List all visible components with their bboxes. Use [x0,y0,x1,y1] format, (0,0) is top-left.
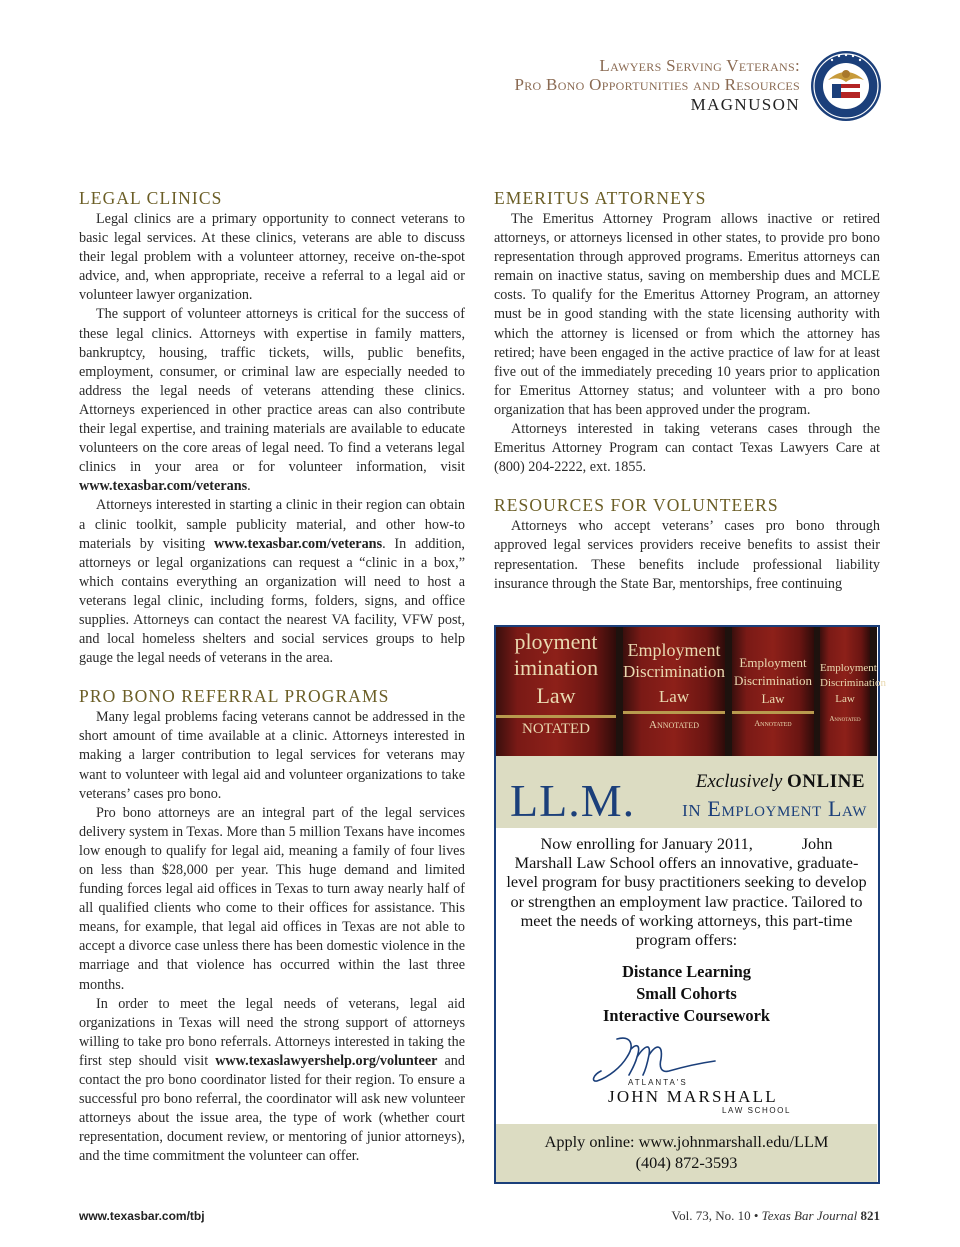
ad-description: Now enrolling for January 2011, John Marshall Law School offers an innovative, graduate-level program for busy practitioners seeking to develop or strengthen an employment law practice. Tailored to meet the needs of working attorneys, this part-time program offers: [506,834,867,950]
llm-advertisement[interactable] [494,625,886,1184]
resources-paragraph-1: Attorneys who accept veterans’ cases pro bono through approved legal services providers receive benefits to assist their representation. These benefits include professional liability insurance through the State Bar, mentorships, free continuing [494,518,880,592]
pro-bono-paragraph-2: Pro bono attorneys are an integral part of the legal services delivery system in Texas. More than 5 million Texans have incomes low enough to qualify for legal aid, meaning a family of four lives on less than $28,000 per year. This huge demand and limited funding forces legal aid offices in Texas to turn away nearly half of all qualified clients who come to their offices for assistance. This means, for example, that legal aid offices in Texas are not able to accept a divorce case unless there has been domestic violence in the marriage and that violence has occurred within the last three months. [79,804,465,993]
school-suffix: LAW SCHOOL [722,1106,792,1115]
emeritus-paragraph-2: Attorneys interested in taking veterans cases through the Emeritus Attorney Program can contact Texas Lawyers Care at (800) 204-2222, ext. 1855. [494,421,880,476]
legal-clinics-paragraph-3: Attorneys interested in starting a clinic in their region can obtain a clinic toolkit, sample publicity material, and other how-to materials by visiting www.texasbar.com/veterans. In addition, attorneys or legal organizations can request a “clinic in a box,” which contains everything an organization will need to host a veterans legal clinic, including forms, folders, signs, and office supplies. Attorneys can contact the nearest VA facility, VFW post, and local homeless shelters and social services groups to help gauge the legal needs of veterans in the area. [79,497,465,667]
volume-number: Vol. 73, No. 10 [671,1208,751,1223]
apply-online-link[interactable]: Apply online: www.johnmarshall.edu/LLM [544,1132,829,1151]
pro-bono-referral-heading: PRO BONO REFERRAL PROGRAMS [79,686,390,707]
legal-clinics-paragraph-1: Legal clinics are a primary opportunity to connect veterans to basic legal services. At these clinics, veterans are able to discuss their legal problem with a volunteer attorney, receive on-the-spot advice, and, when appropriate, receive a referral to a legal aid or volunteer lawyer organization. [79,211,465,304]
footer-folio [671,1208,880,1224]
book-spine-1: ployment imination Law NOTATED [496,627,616,756]
emeritus-paragraph-1: The Emeritus Attorney Program allows inactive or retired attorneys, or attorneys licensed in other states, to provide pro bono representation through approved programs. Emeritus attorneys can remain on inactive status, saving on membership dues and MCLE costs. To qualify for the Emeritus Attorney Program, an attorney must be in good standing with the state licensing authority with which the attorney is licensed or from which the attorney has retired; have been engaged in the active practice of law for at least five out of the immediately preceding 10 years prior to application for Emeritus Attorney status; and volunteer with a pro bono organization that has been approved under the program. [494,211,880,418]
employment-law-title: IN Employment Law [682,796,867,821]
footer-url[interactable]: www.texasbar.com/tbj [79,1209,205,1223]
legal-clinics-paragraph-2: The support of volunteer attorneys is critical for the success of these legal clinics. Attorneys with expertise in family matters, bankruptcy, housing, traffic tickets, wills, public benefits, employment, consumer, or criminal law are especially needed to address the legal needs of veterans attending these clinics. Attorneys experienced in other practice areas can also contribute their legal expertise, and training materials are available to educate volunteers on the core areas of legal need. To find a veterans legal clinics in your area or for volunteer information, visit www.texasbar.com/veterans. [79,306,465,495]
book-spine-2: Employment Discrimination Law Annotated [623,627,725,756]
texasbar-veterans-link[interactable]: www.texasbar.com/veterans [79,478,248,495]
emeritus-attorneys-heading: EMERITUS ATTORNEYS [494,188,707,208]
resources-heading: RESOURCES FOR VOLUNTEERS [494,495,779,516]
exclusively-online: Exclusively ONLINE [695,771,865,792]
right-column [494,188,880,594]
pro-bono-paragraph-1: Many legal problems facing veterans cannot be addressed in the short amount of time available at a clinic. Attorneys interested in making a larger contribution to legal services for veterans may want to volunteer with legal aid and volunteer organizations to take veterans’ cases pro bono. [79,709,465,802]
page-number: 821 [860,1208,880,1223]
legal-clinics-heading: LEGAL CLINICS [79,188,223,208]
feature-interactive-coursework: Interactive Coursework [602,1006,771,1025]
book-spine-4: Employment Discrimination Law Annotated [820,627,870,756]
journal-name: Texas Bar Journal [761,1208,858,1223]
header-title-line2: Pro Bono Opportunities and Resources [514,75,800,94]
running-header [380,56,800,115]
bullet-separator: • [753,1208,759,1223]
left-column [79,188,465,1167]
llm-title: LL.M. [510,775,636,826]
apply-banner [496,1124,877,1182]
feature-distance-learning: Distance Learning [622,962,751,981]
school-prefix: ATLANTA'S [628,1078,688,1087]
llm-banner [496,756,877,828]
school-name: JOHN MARSHALL [608,1087,778,1106]
header-author: MAGNUSON [690,95,800,114]
texasbar-veterans-link-2[interactable]: www.texasbar.com/veterans [213,535,383,552]
header-title-line1: Lawyers Serving Veterans: [599,56,800,75]
feature-small-cohorts: Small Cohorts [636,984,737,1003]
texaslawyershelp-link[interactable]: www.texaslawyershelp.org/volunteer [215,1052,438,1069]
texas-lawyers-seal-icon [810,50,882,122]
law-books-photo [496,627,886,756]
pro-bono-paragraph-3: In order to meet the legal needs of veterans, legal aid organizations in Texas will need the strong support of attorneys willing to take pro bono referrals. Attorneys interested in taking the first step should visit www.texaslawyershelp.org/volunteer and contact the pro bono coordinator listed for their region. To ensure a successful pro bono referral, the coordinator will ask new volunteer attorneys about the issue area, the type of work (whether court representation, document review, or mentoring of junior attorneys), and the time commitment the volunteer can offer. [79,995,465,1165]
phone-number: (404) 872-3593 [635,1153,738,1172]
book-spine-3: Employment Discrimination Law Annotated [732,627,814,756]
